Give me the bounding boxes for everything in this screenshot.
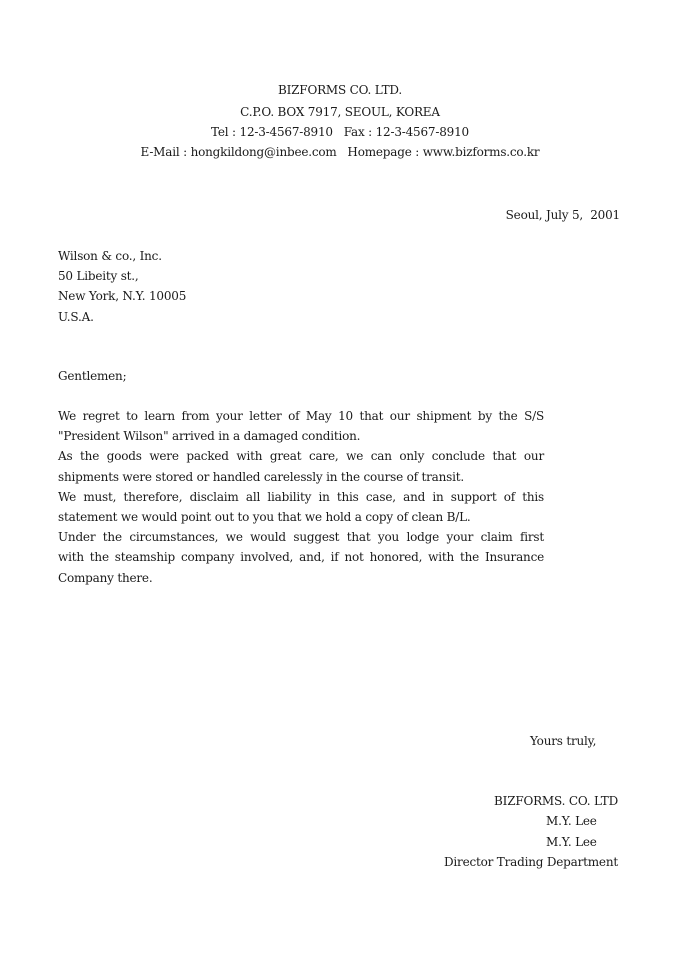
- letterhead-phone-fax: Tel : 12-3-4567-8910 Fax : 12-3-4567-8910: [211, 125, 469, 139]
- body-line-6: statement we would point out to you that we hold a copy of clean B/L.: [58, 510, 471, 524]
- body-line-7: Under the circumstances, we would suggest that you lodge your claim first: [58, 530, 544, 544]
- body-line-1: We regret to learn from your letter of May 10 that our shipment by the S/S: [58, 409, 544, 423]
- body-line-5: We must, therefore, disclaim all liability in this case, and in support of this: [58, 490, 544, 504]
- recipient-line-4: U.S.A.: [58, 310, 94, 324]
- signature-name-1: M.Y. Lee: [546, 814, 597, 828]
- body-line-3: As the goods were packed with great care, we can only conclude that our: [58, 449, 544, 463]
- recipient-line-3: New York, N.Y. 10005: [58, 289, 187, 303]
- salutation: Gentlemen;: [58, 369, 127, 383]
- letter-date: Seoul, July 5, 2001: [505, 208, 620, 222]
- letterhead-email-homepage: E-Mail : hongkildong@inbee.com Homepage : www.bizforms.co.kr: [140, 145, 540, 159]
- signature-title: Director Trading Department: [443, 855, 618, 869]
- closing: Yours truly,: [530, 734, 597, 748]
- body-line-9: Company there.: [58, 571, 153, 585]
- letterhead-address: C.P.O. BOX 7917, SEOUL, KOREA: [240, 105, 440, 119]
- recipient-line-2: 50 Libeity st.,: [58, 269, 139, 283]
- signature-company: BIZFORMS. CO. LTD: [494, 794, 618, 808]
- letterhead-company: BIZFORMS CO. LTD.: [278, 83, 402, 97]
- body-line-8: with the steamship company involved, and, if not honored, with the Insurance: [58, 550, 544, 564]
- body-line-2: "President Wilson" arrived in a damaged condition.: [58, 429, 361, 443]
- recipient-line-1: Wilson & co., Inc.: [58, 249, 162, 263]
- signature-name-2: M.Y. Lee: [546, 835, 597, 849]
- body-line-4: shipments were stored or handled carelessly in the course of transit.: [58, 470, 464, 484]
